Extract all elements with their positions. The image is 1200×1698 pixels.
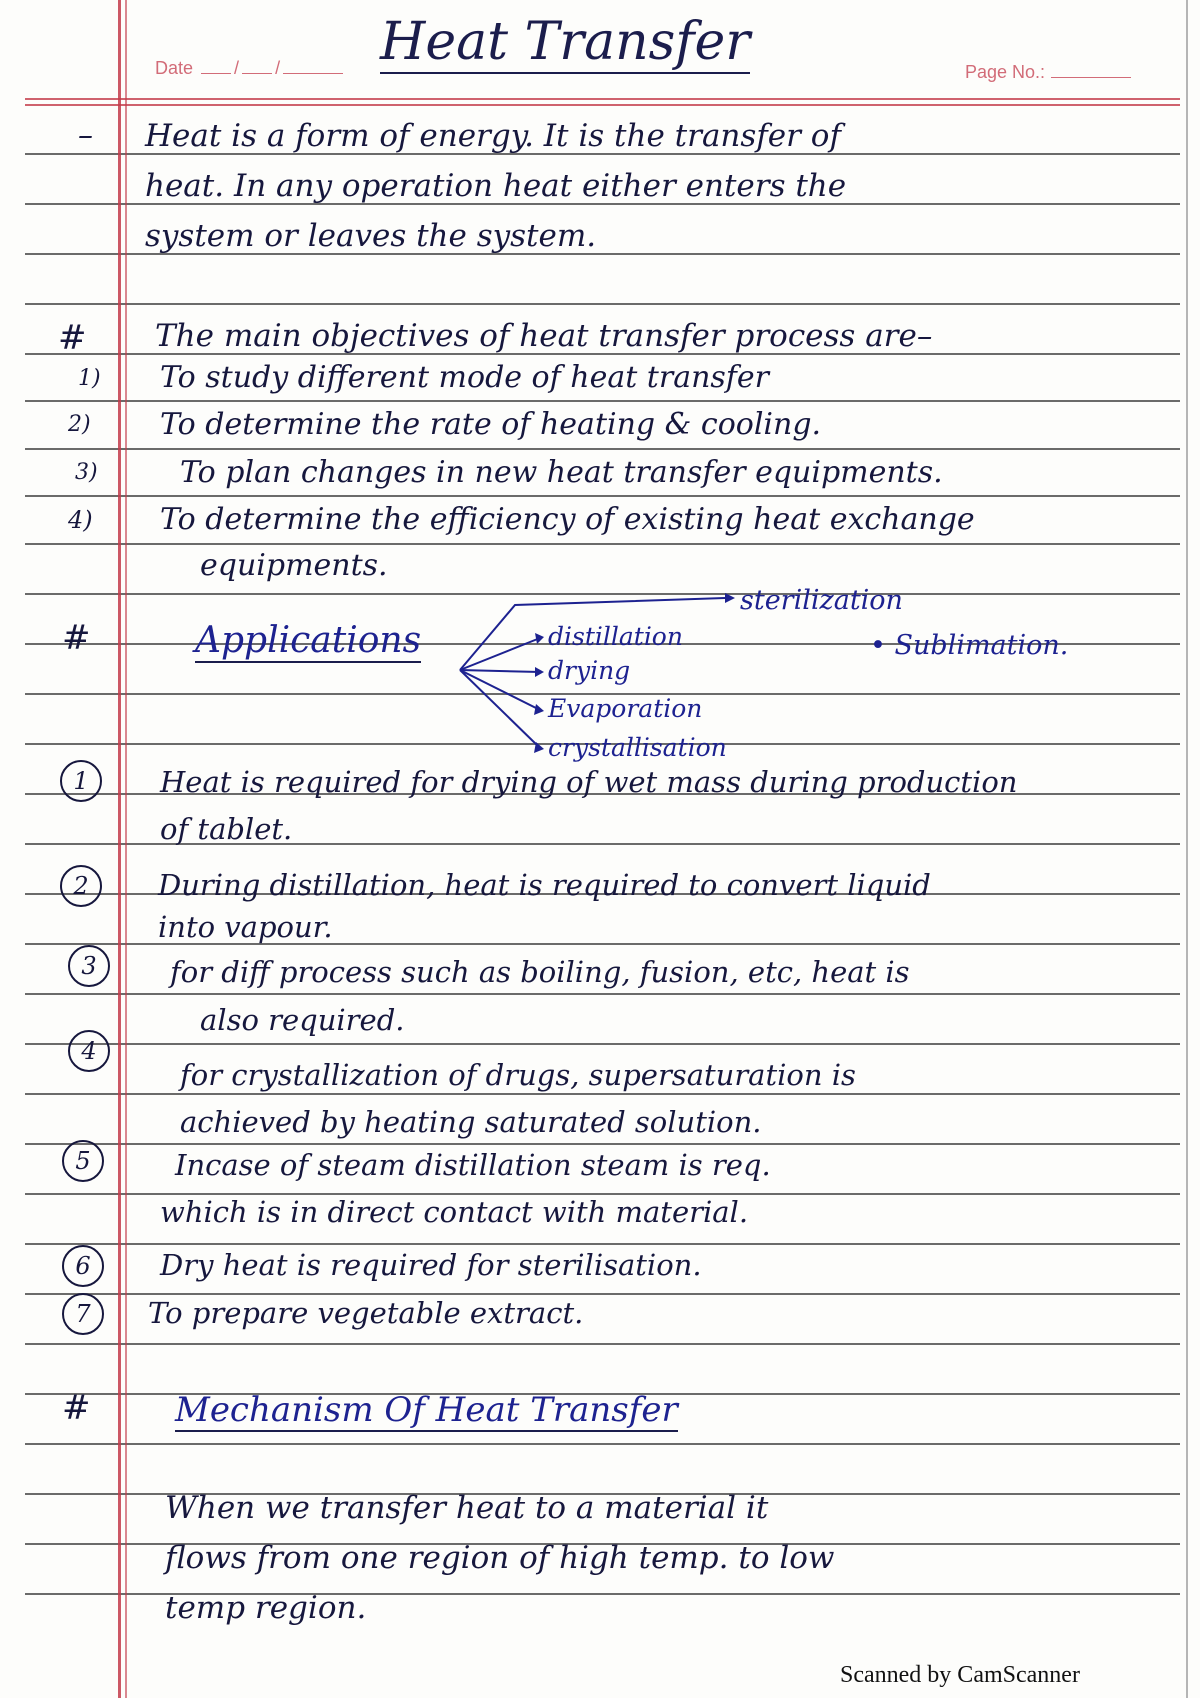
ruled-line: [25, 1243, 1180, 1245]
application-line: Heat is required for drying of wet mass during production: [160, 765, 1018, 799]
intro-line: system or leaves the system.: [145, 218, 597, 254]
arrow-evaporation: [460, 670, 540, 710]
intro-line: Heat is a form of energy. It is the transfer of: [145, 118, 841, 154]
application-line: for diff process such as boiling, fusion, etc, heat is: [170, 955, 910, 989]
objective-item: To determine the efficiency of existing heat exchange: [160, 502, 975, 537]
ruled-line: [25, 993, 1180, 995]
date-field: Date / /: [155, 58, 346, 79]
date-label: Date: [155, 58, 194, 78]
branch-label: crystallisation: [548, 733, 727, 762]
intro-line: heat. In any operation heat either enters the: [145, 168, 847, 204]
header-rule-2: [25, 104, 1180, 106]
application-line: also required.: [200, 1003, 405, 1037]
branch-label: sterilization: [740, 585, 903, 616]
branch-label: distillation: [548, 622, 683, 651]
hash-marker: #: [62, 618, 91, 658]
objective-number: 2): [68, 412, 91, 437]
application-line: Incase of steam distillation steam is req.: [175, 1148, 771, 1182]
mechanism-line: temp region.: [165, 1590, 367, 1626]
objective-item: To plan changes in new heat transfer equipments.: [180, 455, 943, 490]
objective-item: To determine the rate of heating & cooling.: [160, 407, 822, 442]
ruled-line: [25, 1093, 1180, 1095]
hash-marker: #: [58, 318, 87, 358]
application-line: To prepare vegetable extract.: [148, 1296, 584, 1330]
objective-number: 1): [78, 366, 101, 391]
objectives-heading: The main objectives of heat transfer process are–: [155, 318, 933, 354]
branch-extra: • Sublimation.: [870, 630, 1069, 661]
intro-marker: –: [78, 118, 93, 153]
item-number-circle: 2: [60, 865, 102, 907]
hash-marker: #: [62, 1388, 91, 1428]
objective-number: 3): [75, 460, 98, 485]
ruled-line: [25, 1443, 1180, 1445]
arrow-distillation: [460, 638, 540, 670]
application-line: of tablet.: [160, 812, 293, 846]
application-line: achieved by heating saturated solution.: [180, 1105, 762, 1139]
arrow-drying: [460, 670, 540, 672]
mechanism-line: flows from one region of high temp. to low: [165, 1540, 835, 1576]
arrow-crystallisation: [460, 670, 540, 748]
application-line: Dry heat is required for sterilisation.: [160, 1248, 702, 1282]
scanner-watermark: Scanned by CamScanner: [840, 1662, 1080, 1688]
page-label: Page No.:: [965, 62, 1046, 82]
ruled-line: [25, 543, 1180, 545]
item-number-circle: 6: [62, 1245, 104, 1287]
objective-number: 4): [68, 506, 93, 534]
ruled-line: [25, 448, 1180, 450]
application-line: into vapour.: [158, 910, 333, 944]
branch-label: Evaporation: [548, 694, 703, 723]
ruled-line: [25, 1043, 1180, 1045]
objective-continuation: equipments.: [200, 548, 388, 583]
page-number-field: [965, 62, 1131, 83]
branch-label: drying: [548, 656, 631, 685]
item-number-circle: 7: [62, 1293, 104, 1335]
margin-line-2: [125, 0, 127, 1698]
application-line: During distillation, heat is required to convert liquid: [158, 868, 931, 902]
ruled-line: [25, 1143, 1180, 1145]
ruled-line: [25, 495, 1180, 497]
ruled-line: [25, 1293, 1180, 1295]
mechanism-line: When we transfer heat to a material it: [165, 1490, 769, 1526]
ruled-line: [25, 1343, 1180, 1345]
ruled-line: [25, 303, 1180, 305]
margin-line: [118, 0, 121, 1698]
item-number-circle: 3: [68, 945, 110, 987]
item-number-circle: 4: [68, 1030, 110, 1072]
application-line: which is in direct contact with material.: [160, 1195, 749, 1229]
ruled-line: [25, 400, 1180, 402]
application-line: for crystallization of drugs, supersaturation is: [180, 1058, 856, 1092]
objective-item: To study different mode of heat transfer: [160, 360, 770, 395]
header-rule: [25, 98, 1180, 100]
mechanism-heading: Mechanism Of Heat Transfer: [175, 1390, 678, 1430]
page-edge: [1186, 0, 1188, 1698]
item-number-circle: 5: [62, 1140, 104, 1182]
item-number-circle: 1: [60, 760, 102, 802]
applications-heading: Applications: [195, 620, 422, 661]
page-title: Heat Transfer: [380, 12, 751, 72]
